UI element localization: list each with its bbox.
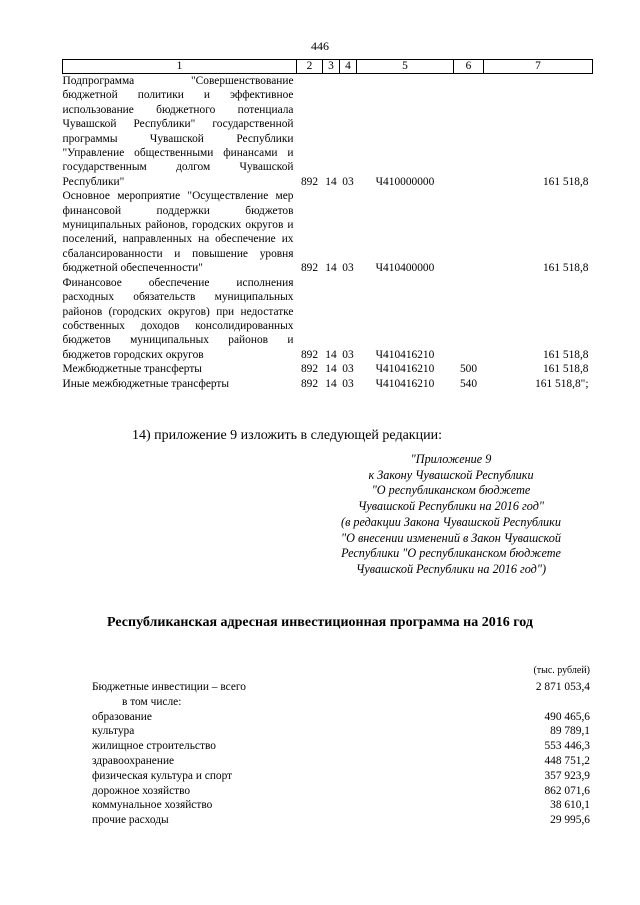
table-row [63, 362, 593, 376]
row-col6 [454, 74, 484, 190]
item-value: 862 071,6 [544, 784, 590, 797]
row-col6 [454, 276, 484, 362]
table-header-cell: 5 [357, 60, 454, 74]
row-col6 [454, 189, 484, 275]
item-label: физическая культура и спорт [92, 769, 233, 782]
list-item [92, 739, 590, 754]
row-col3: 14 [325, 363, 337, 376]
row-col7: 161 518,8 [542, 175, 589, 188]
appendix-line: "О республиканском бюджете [371, 483, 531, 498]
row-col4: 03 [342, 175, 354, 188]
row-col4: 03 [342, 262, 354, 275]
row-col3: 14 [325, 262, 337, 275]
row-name: Финансовое обеспечение исполнения расходных обязательств муниципальных районов (городских округов) при недостатке собственных доходов консолидированных бюджетов муниципальных районов и бюджетов городских округов [62, 276, 294, 361]
table-header-cell: 1 [63, 60, 297, 74]
appendix-line: к Закону Чувашской Республики [368, 467, 534, 482]
table-header-cell: 7 [484, 60, 593, 74]
row-col5: Ч410416210 [375, 348, 435, 361]
row-col2: 892 [300, 262, 319, 275]
row-col7: 161 518,8 [542, 348, 589, 361]
appendix-line: Чувашской Республики на 2016 год") [355, 561, 547, 576]
table-row [63, 276, 593, 362]
list-item [92, 710, 590, 725]
row-col5: Ч410416210 [375, 377, 435, 390]
row-col2: 892 [300, 377, 319, 390]
row-col7: 161 518,8"; [535, 377, 589, 390]
row-name: Иные межбюджетные трансферты [62, 377, 230, 390]
including-row [92, 695, 590, 710]
appendix-line: Республики "О республиканском бюджете [341, 546, 561, 561]
row-col5: Ч410416210 [375, 363, 435, 376]
appendix-line: Чувашской Республики на 2016 год" [357, 499, 544, 514]
row-col2: 892 [300, 348, 319, 361]
unit-label: (тыс. рублей) [533, 665, 590, 676]
item-value: 553 446,3 [544, 740, 590, 753]
page-number: 446 [311, 39, 329, 53]
row-col2: 892 [300, 363, 319, 376]
row-col4: 03 [342, 348, 354, 361]
investment-total-value: 2 871 053,4 [535, 681, 590, 693]
item-value: 448 751,2 [544, 754, 590, 767]
table-header-cell: 2 [297, 60, 323, 74]
including-label: в том числе: [122, 695, 182, 708]
list-item [92, 769, 590, 784]
item-label: культура [92, 725, 135, 738]
row-col7: 161 518,8 [542, 262, 589, 275]
row-col3: 14 [325, 175, 337, 188]
item-label: здравоохранение [92, 754, 175, 767]
table-row [63, 189, 593, 275]
table-header-cell: 4 [340, 60, 357, 74]
list-item [92, 813, 590, 828]
row-name: Подпрограмма "Совершенствование бюджетной политики и эффективное использование бюджетного потенциала Чувашской Республики" государственной программы Чувашской Республики "Управление общественными финансами и государственным долгом Чувашской Республики" [62, 75, 294, 188]
item-value: 29 995,6 [550, 814, 590, 827]
item-label: прочие расходы [92, 814, 169, 827]
budget-table [62, 59, 593, 391]
row-col2: 892 [300, 175, 319, 188]
item-label: коммунальное хозяйство [92, 799, 213, 812]
appendix-line: "Приложение 9 [410, 452, 492, 466]
row-col3: 14 [325, 348, 337, 361]
list-item [92, 798, 590, 813]
table-header-cell: 6 [454, 60, 484, 74]
item-label: образование [92, 710, 152, 723]
appendix-line: (в редакции Закона Чувашской Республики [341, 514, 561, 529]
item-value: 38 610,1 [550, 799, 590, 812]
table-row [63, 74, 593, 190]
row-col7: 161 518,8 [542, 363, 589, 376]
row-name: Межбюджетные трансферты [62, 363, 202, 376]
appendix-header [310, 452, 592, 578]
row-col6: 500 [459, 363, 478, 376]
table-header-row [63, 60, 593, 74]
appendix-line: "О внесении изменений в Закон Чувашской [341, 530, 561, 545]
row-col4: 03 [342, 363, 354, 376]
item-label: дорожное хозяйство [92, 784, 191, 797]
item-value: 357 923,9 [544, 769, 590, 782]
list-item [92, 784, 590, 799]
investment-total-label: Бюджетные инвестиции – всего [92, 681, 246, 693]
row-name: Основное мероприятие "Осуществление мер финансовой поддержки бюджетов муниципальных районов, городских округов и поселений, направленных на обеспечение их сбалансированности и повышение уровня бюджетной обеспеченности" [62, 190, 294, 275]
table-row [63, 377, 593, 391]
row-col5: Ч410000000 [375, 175, 435, 188]
row-col5: Ч410400000 [375, 262, 435, 275]
item-value: 490 465,6 [544, 710, 590, 723]
list-item [92, 754, 590, 769]
list-item [92, 724, 590, 739]
item-label: жилищное строительство [92, 740, 216, 753]
row-col3: 14 [325, 377, 337, 390]
row-col6: 540 [459, 377, 478, 390]
table-header-cell: 3 [323, 60, 340, 74]
item-value: 89 789,1 [550, 725, 590, 738]
program-title: Республиканская адресная инвестиционная программа на 2016 год [107, 615, 533, 630]
row-col4: 03 [342, 377, 354, 390]
investment-total-row [92, 680, 590, 695]
investment-list [92, 680, 590, 828]
amendment-instruction: 14) приложение 9 изложить в следующей редакции: [132, 428, 442, 443]
